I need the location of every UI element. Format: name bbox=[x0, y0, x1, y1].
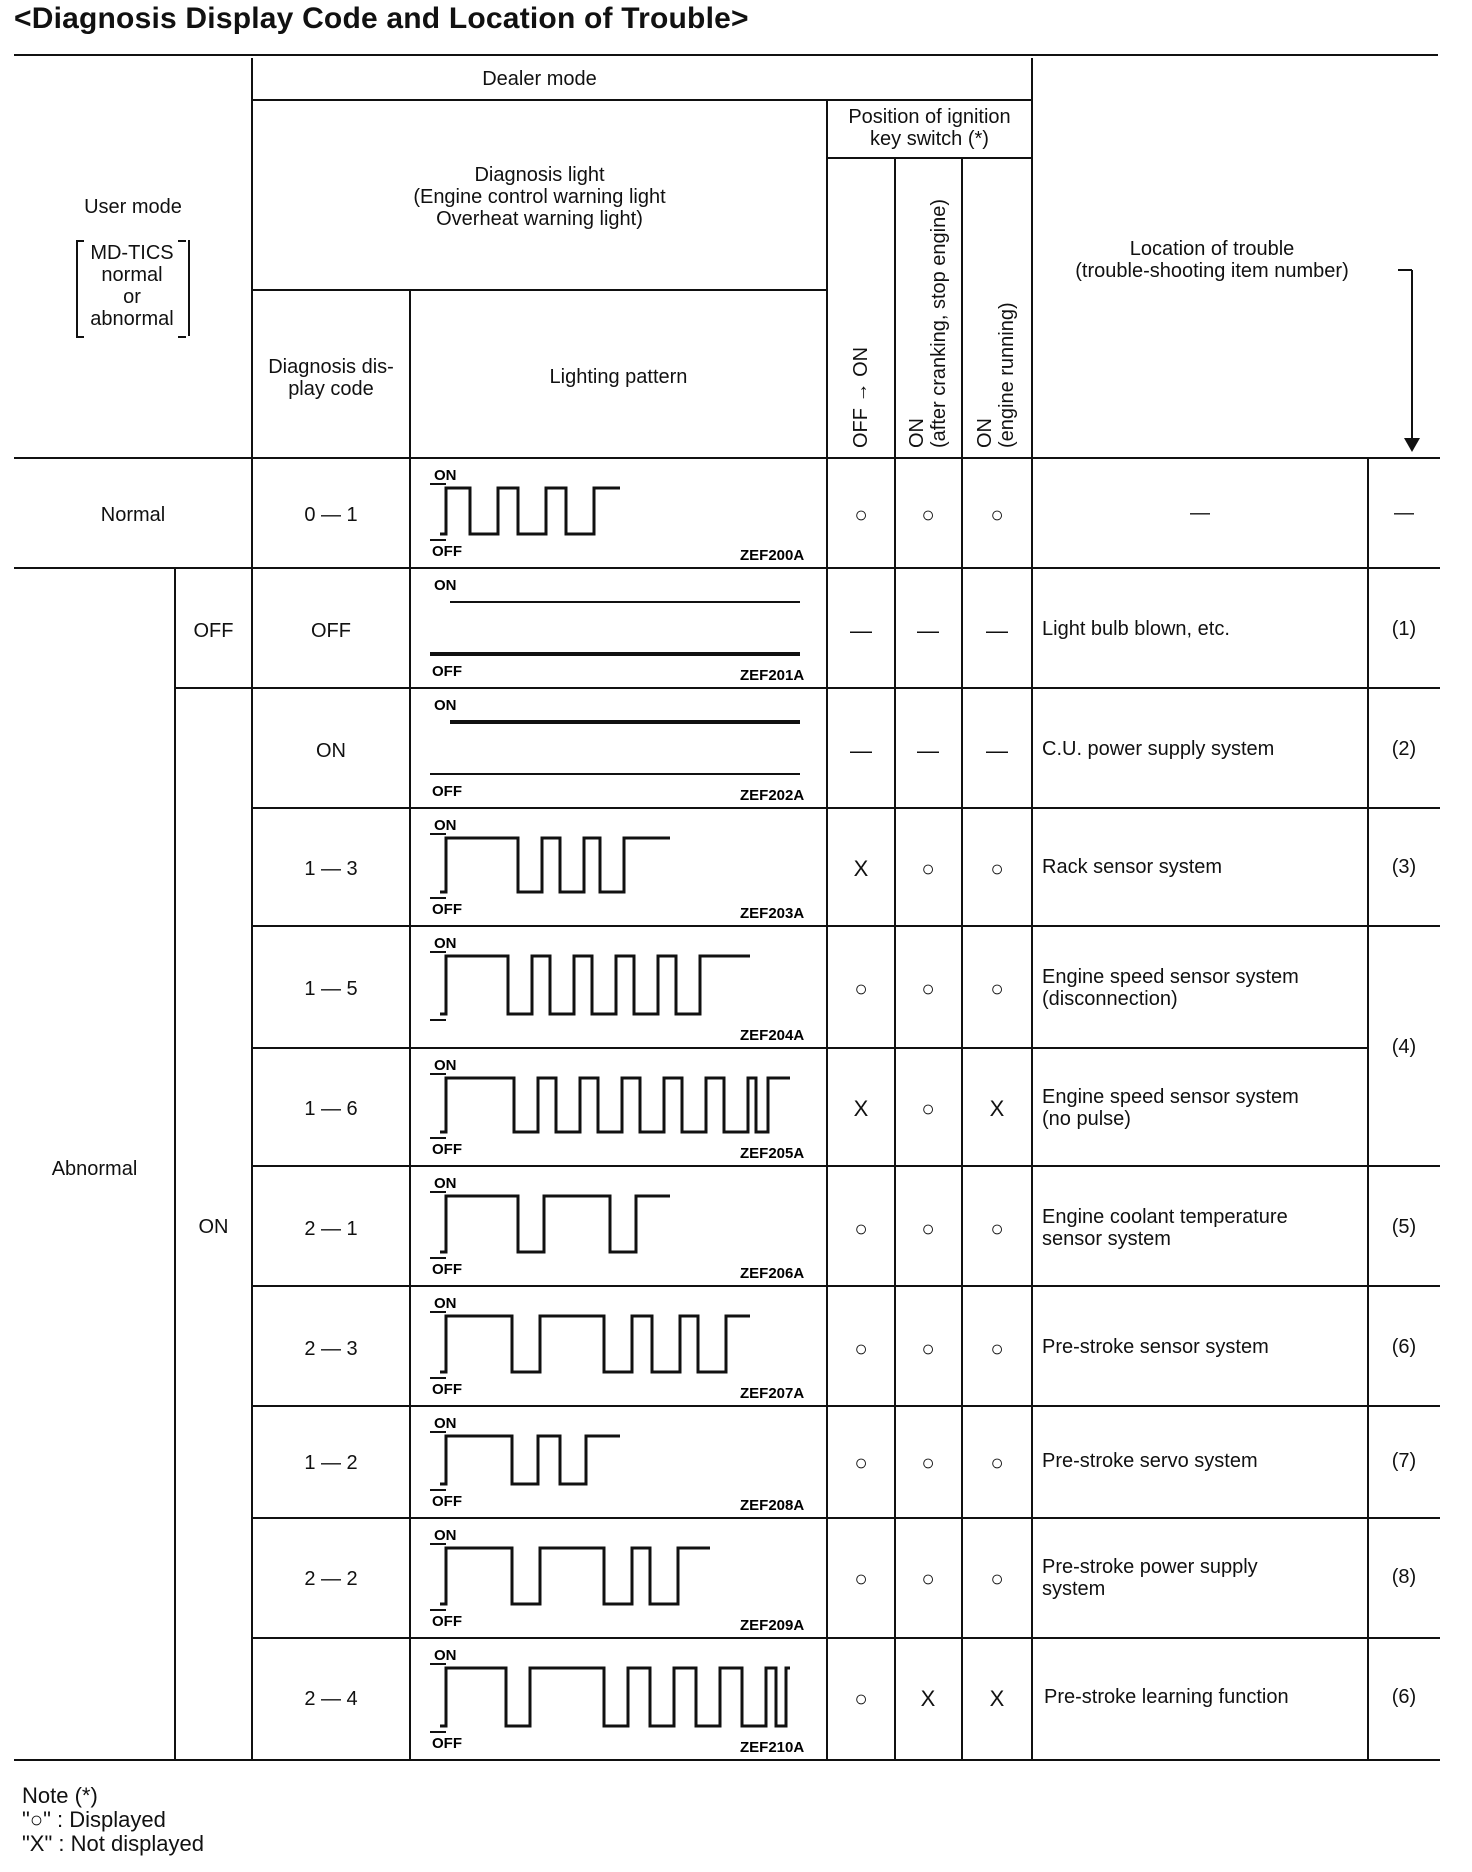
col-on-run-sub: (engine running) bbox=[996, 302, 1018, 448]
row-10-mark-2: X bbox=[920, 1686, 936, 1711]
row-7-mark-2: ○ bbox=[921, 1336, 935, 1361]
diagnosis-light-sub1: (Engine control warning light bbox=[413, 186, 666, 208]
row-4-location: Engine speed sensor system bbox=[1042, 966, 1299, 988]
col-on-run: ON bbox=[974, 418, 996, 448]
diagnosis-light-header: Diagnosis light bbox=[474, 164, 605, 186]
row-3-item: (3) bbox=[1391, 856, 1417, 878]
row-7-mark-3: ○ bbox=[990, 1336, 1004, 1361]
row-4-location-sub: (disconnection) bbox=[1042, 988, 1178, 1010]
pattern-4-on-label: ON bbox=[434, 935, 457, 952]
row-0-mark-3: ○ bbox=[990, 502, 1004, 527]
row-4-code: 1 — 5 bbox=[304, 978, 358, 1000]
row-6-code: 2 — 1 bbox=[304, 1218, 358, 1240]
row-6-mark-2: ○ bbox=[921, 1216, 935, 1241]
pattern-7-off-label: OFF bbox=[432, 1381, 462, 1398]
row-10-mark-1: ○ bbox=[854, 1686, 868, 1711]
row-0-code: 0 — 1 bbox=[304, 504, 358, 526]
pattern-10-off-label: OFF bbox=[432, 1735, 462, 1752]
note-title: Note (*) bbox=[22, 1783, 98, 1808]
row-1-code: OFF bbox=[311, 620, 351, 642]
pattern-6-on-label: ON bbox=[434, 1175, 457, 1192]
pattern-8-on-label: ON bbox=[434, 1415, 457, 1432]
diagnosis-light-sub2: Overheat warning light) bbox=[436, 208, 643, 230]
row-3-location: Rack sensor system bbox=[1042, 856, 1223, 878]
row-9-item: (8) bbox=[1391, 1566, 1417, 1588]
row-1-mark-2: — bbox=[917, 618, 939, 643]
pattern-8-figure-id: ZEF208A bbox=[740, 1497, 805, 1514]
pattern-5-waveform bbox=[440, 1078, 790, 1132]
col-off-on: OFF → ON bbox=[850, 346, 872, 448]
row-4-mark-2: ○ bbox=[921, 976, 935, 1001]
row-5-mark-3: X bbox=[989, 1096, 1005, 1121]
row-1-mark-3: — bbox=[986, 618, 1008, 643]
code-header: Diagnosis dis- bbox=[268, 356, 394, 378]
pattern-0 bbox=[410, 458, 827, 568]
row-2-item: (2) bbox=[1391, 738, 1417, 760]
row-7-location: Pre-stroke sensor system bbox=[1042, 1336, 1269, 1358]
row-0-mark-2: ○ bbox=[921, 502, 935, 527]
row-8-mark-1: ○ bbox=[854, 1450, 868, 1475]
pattern-5 bbox=[410, 1048, 827, 1166]
pattern-3-on-label: ON bbox=[434, 817, 457, 834]
row-1-mark-1: — bbox=[850, 618, 872, 643]
row-7-code: 2 — 3 bbox=[304, 1338, 358, 1360]
pattern-2-figure-id: ZEF202A bbox=[740, 787, 805, 804]
pattern-5-off-label: OFF bbox=[432, 1141, 462, 1158]
pattern-2-on-label: ON bbox=[434, 697, 457, 714]
pattern-6 bbox=[410, 1166, 827, 1286]
pattern-header: Lighting pattern bbox=[549, 366, 688, 388]
row-5-location: Engine speed sensor system bbox=[1042, 1086, 1299, 1108]
note-displayed: "○" : Displayed bbox=[22, 1807, 166, 1832]
location-header-sub: (trouble-shooting item number) bbox=[1075, 260, 1349, 282]
pattern-7-figure-id: ZEF207A bbox=[740, 1385, 805, 1402]
pattern-10-figure-id: ZEF210A bbox=[740, 1739, 805, 1756]
mdtics-bracket-bottom-left bbox=[76, 336, 84, 338]
row-1-item: (1) bbox=[1391, 618, 1417, 640]
pattern-10-waveform bbox=[440, 1668, 790, 1726]
location-header: Location of trouble bbox=[1129, 238, 1295, 260]
mdtics-label: MD-TICS bbox=[90, 242, 174, 264]
row-3-mark-2: ○ bbox=[921, 856, 935, 881]
pattern-1-off-label: OFF bbox=[432, 663, 462, 680]
pattern-10-on-label: ON bbox=[434, 1647, 457, 1664]
row-5-mark-2: ○ bbox=[921, 1096, 935, 1121]
pattern-6-figure-id: ZEF206A bbox=[740, 1265, 805, 1282]
pattern-10 bbox=[410, 1638, 827, 1760]
row-2-mark-2: — bbox=[917, 738, 939, 763]
pattern-5-on-label: ON bbox=[434, 1057, 457, 1074]
position-header-sub: key switch (*) bbox=[870, 128, 989, 150]
group-normal: Normal bbox=[100, 504, 166, 526]
pattern-1 bbox=[410, 568, 827, 688]
row-9-location: Pre-stroke power supply bbox=[1042, 1556, 1258, 1578]
row-9-mark-2: ○ bbox=[921, 1566, 935, 1591]
pattern-1-figure-id: ZEF201A bbox=[740, 667, 805, 684]
row-6-location: Engine coolant temperature bbox=[1042, 1206, 1288, 1228]
page-title: <Diagnosis Display Code and Location of Trouble> bbox=[14, 2, 749, 35]
pattern-0-waveform bbox=[440, 488, 620, 534]
pattern-9-off-label: OFF bbox=[432, 1613, 462, 1630]
mdtics-abnormal: abnormal bbox=[90, 308, 174, 330]
row-3-mark-1: X bbox=[853, 856, 869, 881]
row-10-item: (6) bbox=[1391, 1686, 1417, 1708]
pattern-4-figure-id: ZEF204A bbox=[740, 1027, 805, 1044]
group-sub-off: OFF bbox=[193, 620, 234, 642]
pattern-0-on-label: ON bbox=[434, 467, 457, 484]
pattern-4-waveform bbox=[440, 956, 750, 1014]
dealer-mode-header: Dealer mode bbox=[482, 68, 597, 90]
pattern-9-waveform bbox=[440, 1548, 710, 1604]
row-9-code: 2 — 2 bbox=[304, 1568, 358, 1590]
row-6-mark-1: ○ bbox=[854, 1216, 868, 1241]
row-8-item: (7) bbox=[1391, 1450, 1417, 1472]
user-mode-header: User mode bbox=[84, 196, 182, 218]
group-abnormal: Abnormal bbox=[51, 1158, 138, 1180]
row-4-5-item: (4) bbox=[1391, 1036, 1417, 1058]
note-not-displayed: "X" : Not displayed bbox=[22, 1831, 204, 1856]
pattern-8-waveform bbox=[440, 1436, 620, 1484]
row-5-code: 1 — 6 bbox=[304, 1098, 358, 1120]
row-9-location-sub: system bbox=[1042, 1578, 1106, 1600]
row-4-mark-3: ○ bbox=[990, 976, 1004, 1001]
row-3-mark-3: ○ bbox=[990, 856, 1004, 881]
row-5-mark-1: X bbox=[853, 1096, 869, 1121]
row-7-mark-1: ○ bbox=[854, 1336, 868, 1361]
mdtics-or: or bbox=[123, 286, 141, 308]
group-sub-on: ON bbox=[198, 1216, 229, 1238]
pattern-8 bbox=[410, 1406, 827, 1518]
row-0-mark-1: ○ bbox=[854, 502, 868, 527]
pattern-6-off-label: OFF bbox=[432, 1261, 462, 1278]
pattern-4 bbox=[410, 926, 827, 1048]
pattern-0-off-label: OFF bbox=[432, 543, 462, 560]
pattern-5-figure-id: ZEF205A bbox=[740, 1145, 805, 1162]
row-1-location: Light bulb blown, etc. bbox=[1042, 618, 1230, 640]
pattern-7-on-label: ON bbox=[434, 1295, 457, 1312]
col-on-crank-sub: (after cranking, stop engine) bbox=[928, 198, 950, 448]
pattern-7-waveform bbox=[440, 1316, 750, 1372]
pattern-0-figure-id: ZEF200A bbox=[740, 547, 805, 564]
position-header: Position of ignition bbox=[848, 106, 1011, 128]
row-9-mark-1: ○ bbox=[854, 1566, 868, 1591]
row-8-mark-3: ○ bbox=[990, 1450, 1004, 1475]
pattern-9 bbox=[410, 1518, 827, 1638]
row-10-mark-3: X bbox=[989, 1686, 1005, 1711]
pattern-6-waveform bbox=[440, 1196, 670, 1252]
pattern-3 bbox=[410, 808, 827, 926]
pattern-2-off-label: OFF bbox=[432, 783, 462, 800]
row-6-location-sub: sensor system bbox=[1042, 1228, 1171, 1250]
row-8-location: Pre-stroke servo system bbox=[1042, 1450, 1258, 1472]
row-6-mark-3: ○ bbox=[990, 1216, 1004, 1241]
row-0-location: — bbox=[1190, 502, 1210, 524]
row-10-code: 2 — 4 bbox=[304, 1688, 358, 1710]
row-8-code: 1 — 2 bbox=[304, 1452, 358, 1474]
pattern-2 bbox=[410, 688, 827, 808]
pattern-9-figure-id: ZEF209A bbox=[740, 1617, 805, 1634]
row-0-item: — bbox=[1394, 502, 1414, 524]
pattern-7 bbox=[410, 1286, 827, 1406]
pattern-3-waveform bbox=[440, 838, 670, 892]
row-2-mark-3: — bbox=[986, 738, 1008, 763]
code-header-sub: play code bbox=[288, 378, 374, 400]
pattern-1-on-label: ON bbox=[434, 577, 457, 594]
pattern-8-off-label: OFF bbox=[432, 1493, 462, 1510]
row-8-mark-2: ○ bbox=[921, 1450, 935, 1475]
row-2-location: C.U. power supply system bbox=[1042, 738, 1275, 760]
pattern-3-figure-id: ZEF203A bbox=[740, 905, 805, 922]
col-on-crank: ON bbox=[906, 418, 928, 448]
pattern-3-off-label: OFF bbox=[432, 901, 462, 918]
pattern-9-on-label: ON bbox=[434, 1527, 457, 1544]
row-7-item: (6) bbox=[1391, 1336, 1417, 1358]
row-6-item: (5) bbox=[1391, 1216, 1417, 1238]
row-9-mark-3: ○ bbox=[990, 1566, 1004, 1591]
row-2-mark-1: — bbox=[850, 738, 872, 763]
row-10-location: Pre-stroke learning function bbox=[1044, 1686, 1289, 1708]
row-5-location-sub: (no pulse) bbox=[1042, 1108, 1131, 1130]
row-3-code: 1 — 3 bbox=[304, 858, 358, 880]
row-4-mark-1: ○ bbox=[854, 976, 868, 1001]
mdtics-normal: normal bbox=[101, 264, 163, 286]
row-2-code: ON bbox=[316, 740, 346, 762]
mdtics-bracket-bottom-right bbox=[178, 336, 186, 338]
